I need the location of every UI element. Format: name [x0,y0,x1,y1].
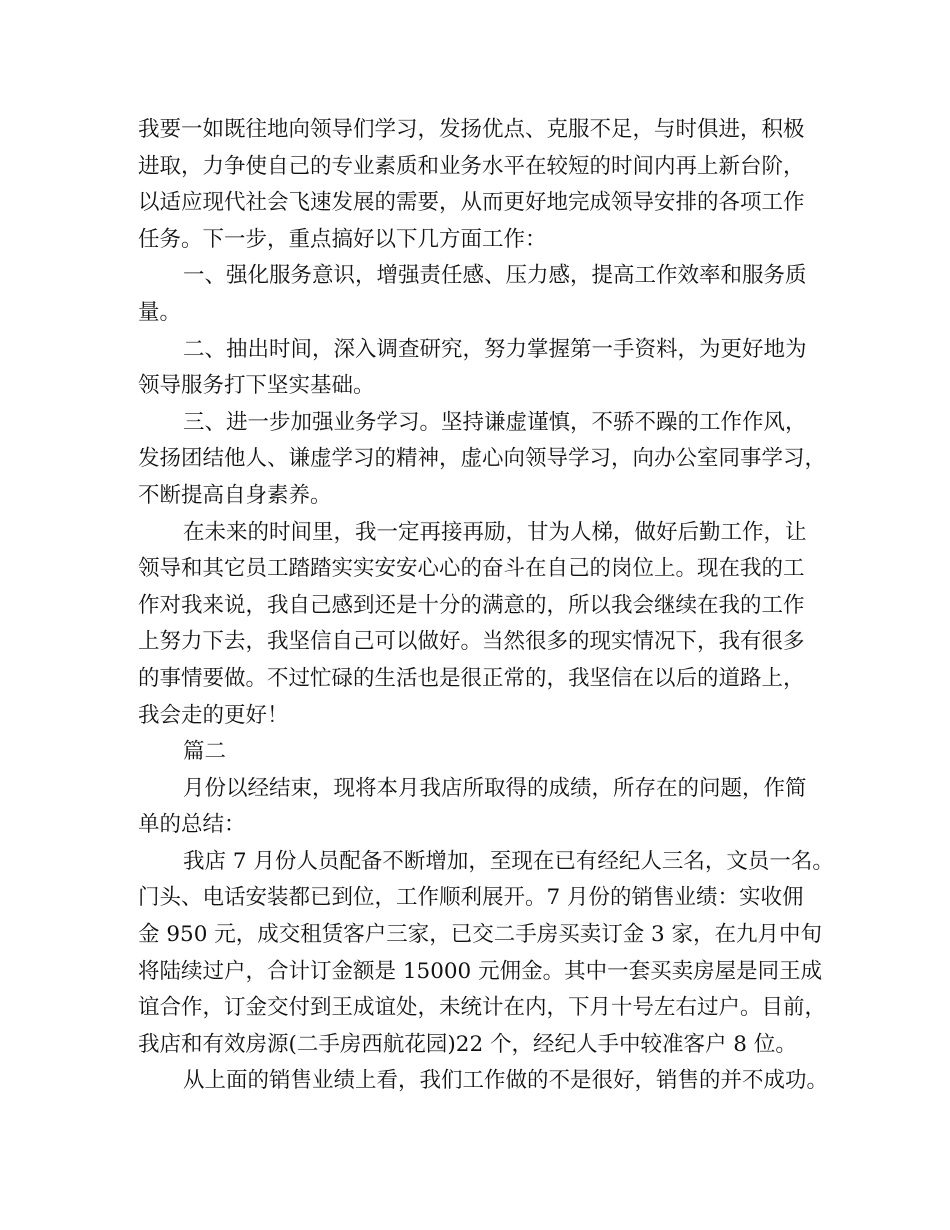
text-line: 我店和有效房源(二手房西航花园)22 个，经纪人手中较准客户 8 位。 [138,1031,797,1057]
text-line: 发扬团结他人、谦虚学习的精神，虚心向领导学习，向办公室同事学习， [138,446,827,472]
text-line: 领导和其它员工踏踏实实安安心心的奋斗在自己的岗位上。现在我的工 [138,556,805,582]
text-line: 三、进一步加强业务学习。坚持谦虚谨慎，不骄不躁的工作作风， [183,409,807,435]
text-line: 上努力下去，我坚信自己可以做好。当然很多的现实情况下，我有很多 [138,629,805,655]
text-line: 我要一如既往地向领导们学习，发扬优点、克服不足，与时俱进，积极 [138,117,805,142]
text-line: 进取，力争使自己的专业素质和业务水平在较短的时间内再上新台阶， [138,153,805,179]
text-line: 以适应现代社会飞速发展的需要，从而更好地完成领导安排的各项工作 [138,190,805,216]
text-line: 从上面的销售业绩上看，我们工作做的不是很好，销售的并不成功。 [183,1068,829,1094]
text-line: 二、抽出时间，深入调查研究，努力掌握第一手资料，为更好地为 [183,336,807,362]
text-line: 我会走的更好！ [138,702,289,728]
text-line: 不断提高自身素养。 [138,482,332,508]
text-line: 任务。下一步，重点搞好以下几方面工作： [138,226,547,252]
text-line: 将陆续过户，合计订金额是 15000 元佣金。其中一套买卖房屋是同王成 [138,958,823,984]
text-line: 量。 [138,299,182,325]
text-line: 在未来的时间里，我一定再接再励，甘为人梯，做好后勤工作，让 [183,519,807,545]
text-line: 单的总结： [138,812,246,838]
text-line: 作对我来说，我自己感到还是十分的满意的，所以我会继续在我的工作 [138,592,805,618]
text-line: 门头、电话安装都已到位，工作顺利展开。7 月份的销售业绩：实收佣 [138,885,804,911]
text-line: 篇二 [183,739,227,765]
text-line: 月份以经结束，现将本月我店所取得的成绩，所存在的问题，作简 [183,775,807,801]
text-line: 的事情要做。不过忙碌的生活也是很正常的，我坚信在以后的道路上， [138,665,805,691]
text-line: 一、强化服务意识，增强责任感、压力感，提高工作效率和服务质 [183,263,807,289]
document-body [138,112,834,1100]
text-line: 我店 7 月份人员配备不断增加，至现在已有经纪人三名，文员一名。 [183,848,834,874]
text-line: 谊合作，订金交付到王成谊处，未统计在内，下月十号左右过户。目前， [138,995,827,1021]
text-line: 领导服务打下坚实基础。 [138,373,375,399]
text-line: 金 950 元，成交租赁客户三家，已交二手房买卖订金 3 家，在九月中旬 [138,922,823,948]
